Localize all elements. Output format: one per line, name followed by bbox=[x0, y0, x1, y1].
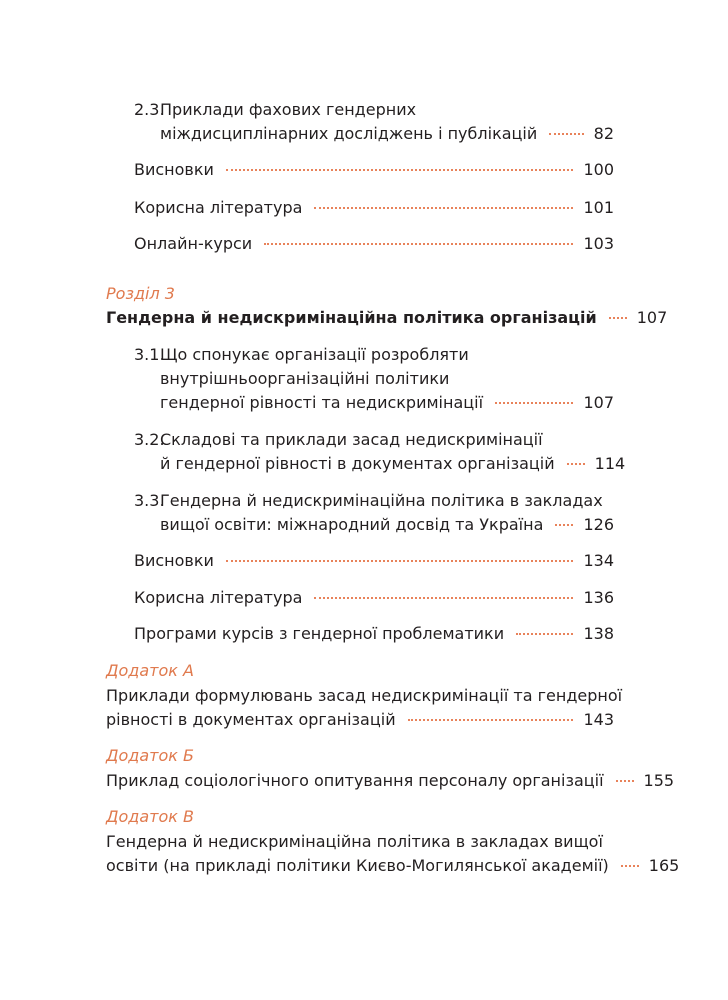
section-label-3: Розділ 3 bbox=[106, 284, 175, 303]
appendix-title-line: рівності в документах організацій bbox=[106, 710, 396, 729]
page-number: 100 bbox=[583, 160, 614, 179]
leader-dots bbox=[408, 719, 574, 721]
toc-section-3[interactable] bbox=[106, 306, 668, 330]
entry-number: 3.1. bbox=[134, 345, 165, 364]
entry-title-line: Складові та приклади засад недискримінації bbox=[160, 430, 543, 449]
toc-entry-conclusions-3[interactable] bbox=[134, 549, 614, 573]
appendix-title-line: освіти (на прикладі політики Києво-Могилянської академії) bbox=[106, 856, 609, 875]
entry-title-line: Приклади фахових гендерних bbox=[160, 100, 417, 119]
appendix-label-c: Додаток В bbox=[106, 807, 194, 826]
leader-dots bbox=[314, 597, 573, 599]
page-number: 103 bbox=[583, 234, 614, 253]
entry-title-line: Гендерна й недискримінаційна політика в закладах bbox=[160, 491, 603, 510]
leader-dots bbox=[264, 243, 573, 245]
leader-dots bbox=[226, 560, 574, 562]
leader-dots bbox=[616, 780, 634, 782]
appendix-title-line: Приклади формулювань засад недискримінації та гендерної bbox=[106, 686, 623, 705]
appendix-label-b: Додаток Б bbox=[106, 746, 194, 765]
appendix-title: Приклад соціологічного опитування персоналу організації bbox=[106, 771, 604, 790]
entry-number: 3.2. bbox=[134, 430, 165, 449]
leader-dots bbox=[609, 317, 627, 319]
toc-entry-literature-3[interactable] bbox=[134, 586, 614, 610]
page-number: 155 bbox=[643, 771, 675, 790]
toc-entry-literature-2[interactable] bbox=[134, 196, 614, 220]
leader-dots bbox=[549, 133, 583, 135]
toc-entry-conclusions-2[interactable] bbox=[134, 158, 614, 182]
toc-appendix-b[interactable] bbox=[106, 769, 675, 793]
entry-title: Онлайн-курси bbox=[134, 234, 253, 253]
entry-title: Програми курсів з гендерної проблематики bbox=[134, 624, 505, 643]
entry-title-line: внутрішньоорганізаційні політики bbox=[160, 369, 450, 388]
page-number: 136 bbox=[583, 588, 614, 607]
entry-title-line: Що спонукає організації розробляти bbox=[160, 345, 469, 364]
section-title: Гендерна й недискримінаційна політика організацій bbox=[106, 308, 597, 327]
leader-dots bbox=[516, 633, 573, 635]
page-number: 101 bbox=[583, 198, 614, 217]
toc-entry-2-3[interactable] bbox=[134, 98, 614, 146]
page-number: 143 bbox=[583, 710, 614, 729]
entry-title: Висновки bbox=[134, 551, 214, 570]
leader-dots bbox=[567, 463, 585, 465]
page-number: 107 bbox=[636, 308, 668, 327]
page-number: 138 bbox=[583, 624, 614, 643]
entry-number: 3.3. bbox=[134, 491, 165, 510]
page-number: 126 bbox=[583, 515, 614, 534]
leader-dots bbox=[314, 207, 573, 209]
leader-dots bbox=[621, 865, 639, 867]
toc-entry-3-1[interactable] bbox=[134, 343, 614, 415]
page-number: 82 bbox=[593, 124, 614, 143]
leader-dots bbox=[226, 169, 574, 171]
page-number: 165 bbox=[648, 856, 680, 875]
page-number: 107 bbox=[583, 393, 614, 412]
entry-number: 2.3. bbox=[134, 100, 165, 119]
leader-dots bbox=[555, 524, 573, 526]
toc-entry-3-2[interactable] bbox=[134, 428, 626, 476]
entry-title-line: вищої освіти: міжнародний досвід та Україна bbox=[160, 515, 544, 534]
entry-title-line: гендерної рівності та недискримінації bbox=[160, 393, 484, 412]
page-number: 134 bbox=[583, 551, 614, 570]
toc-entry-3-3[interactable] bbox=[134, 489, 614, 537]
entry-title: Корисна література bbox=[134, 198, 303, 217]
entry-title-line: міждисциплінарних досліджень і публікацій bbox=[160, 124, 538, 143]
toc-appendix-c[interactable] bbox=[106, 830, 680, 878]
leader-dots bbox=[495, 402, 573, 404]
entry-title-line: й гендерної рівності в документах організацій bbox=[160, 454, 555, 473]
appendix-title-line: Гендерна й недискримінаційна політика в закладах вищої bbox=[106, 832, 603, 851]
entry-title: Висновки bbox=[134, 160, 214, 179]
toc-appendix-a[interactable] bbox=[106, 684, 623, 732]
page-number: 114 bbox=[594, 454, 626, 473]
appendix-label-a: Додаток А bbox=[106, 661, 194, 680]
toc-entry-online-courses[interactable] bbox=[134, 232, 614, 256]
entry-title: Корисна література bbox=[134, 588, 303, 607]
toc-entry-course-programs[interactable] bbox=[134, 622, 614, 646]
